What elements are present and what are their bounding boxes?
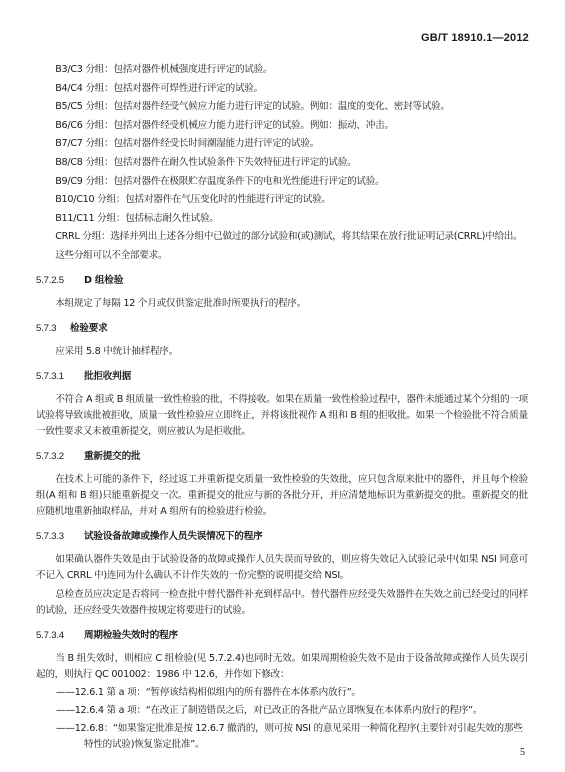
group-b3-c3: B3/C3 分组：包括对器件机械强度进行评定的试验。 (55, 64, 273, 75)
section-title: D 组检验 (84, 274, 124, 286)
section-5-7-3-2-text: 在技术上可能的条件下，经过返工并重新提交质量一致性检验的失效批，应只包含原来批中的器件，并且每个检验组(A 组和 B 组)只能重新提交一次。重新提交的批应与新的各批分开，并应清楚地标识为重新提交的批。重新提交的批应随机地重新抽取样品，并对 A 组所有的检验进行检验。 (36, 473, 528, 517)
group-b8-c8: B8/C8 分组：包括对器件在耐久性试验条件下失效特征进行评定的试验。 (55, 156, 357, 168)
section-5-7-2-5-text: 本组规定了每隔 12 个月或仅供鉴定批准时所要执行的程序。 (55, 297, 307, 309)
group-b7-c7: B7/C7 分组：包括对器件经受长时间潮湿能力进行评定的试验。 (55, 138, 320, 150)
section-heading-5-7-3-2 (36, 449, 528, 465)
section-5-7-3-4-text: 当 B 组失效时，则相应 C 组检验(见 5.7.2.4)也同时无效。如果周期检验失效不是由于设备故障或操作人员失误引起的，则执行 QC 001002：1986 中 12.6，并作如下修改： (36, 652, 528, 680)
crrl-paragraph: CRRL 分组：选择并列出上述各分组中已做过的部分试验和(或)测试，将其结果在放行批证明记录(CRRL)中给出。 (55, 231, 523, 243)
section-number: 5.7.3.4 (36, 629, 64, 641)
page-number: 5 (520, 747, 525, 758)
section-heading-5-7-3 (36, 321, 528, 337)
section-title: 试验设备故障或操作人员失误情况下的程序 (84, 530, 263, 542)
section-number: 5.7.3.2 (36, 450, 64, 462)
section-number: 5.7.3.1 (36, 370, 64, 382)
section-heading-5-7-3-3 (36, 529, 528, 545)
section-title: 重新提交的批 (84, 450, 141, 462)
section-title: 周期检验失效时的程序 (84, 629, 178, 641)
section-heading-5-7-3-1 (36, 369, 528, 385)
group-b6-c6: B6/C6 分组：包括对器件经受机械应力能力进行评定的试验。例如：振动、冲击。 (55, 119, 394, 131)
section-title: 批拒收判据 (84, 370, 131, 382)
modification-item-12-6-4: ——12.6.4 第 a 项：“在改正了制造错误之后，对已改正的各批产品立即恢复在本体系内放行的程序”。 (56, 705, 483, 717)
modification-item-12-6-8: ——12.6.8：“如果鉴定批准是按 12.6.7 撤消的，则可按 NSI 的意见采用一种简化程序(主要针对引起失效的那些特性的试验)恢复鉴定批准”。 (56, 723, 523, 751)
section-5-7-3-text: 应采用 5.8 中统计抽样程序。 (55, 345, 179, 357)
not-all-required-paragraph: 这些分组可以不全部要求。 (55, 249, 168, 261)
section-5-7-3-3-text-2: 总检查员应决定是否将同一检查批中替代器件补充到样品中。替代器件应经受失效器件在失效之前已经受过的同样的试验，还应经受失效器件按规定将要进行的试验。 (36, 588, 528, 616)
section-number: 5.7.2.5 (36, 274, 64, 286)
section-number: 5.7.3.3 (36, 530, 64, 542)
section-5-7-3-3-text-1: 如果确认器件失效是由于试验设备的故障或操作人员失误而导致的，则应将失效记入试验记录中(如果 NSI 同意可不记入 CRRL 中)连同为什么确认不计作失效的一份完整的说明提交给 NSI。 (36, 553, 528, 581)
section-number: 5.7.3 (36, 322, 57, 334)
group-b5-c5: B5/C5 分组：包括对器件经受气候应力能力进行评定的试验。例如：温度的变化、密封等试验。 (55, 101, 450, 113)
standard-code: GB/T 18910.1—2012 (421, 32, 529, 44)
modification-item-12-6-1: ——12.6.1 第 a 项：“暂停该结构相似组内的所有器件在本体系内放行”。 (56, 687, 361, 699)
document-body (36, 62, 528, 755)
section-title: 检验要求 (70, 322, 108, 334)
group-b9-c9: B9/C9 分组：包括对器件在极限贮存温度条件下的电和光性能进行评定的试验。 (55, 175, 385, 187)
section-heading-5-7-2-5 (36, 273, 528, 289)
group-b10-c10: B10/C10 分组：包括对器件在气压变化时的性能进行评定的试验。 (55, 194, 331, 206)
section-5-7-3-1-text: 不符合 A 组或 B 组质量一致性检验的批，不得接收。如果在质量一致性检验过程中，器件未能通过某个分组的一项试验将导致该批被拒收，质量一致性检验应立即终止，并将该批视作 A 组和 B 组的拒收批。如果一个检验批不符合质量一致性要求又未被重新提交，则应被认为是拒收批。 (36, 393, 528, 437)
section-heading-5-7-3-4 (36, 628, 528, 644)
group-b11-c11: B11/C11 分组：包括标志耐久性试验。 (55, 212, 219, 224)
group-b4-c4: B4/C4 分组：包括对器件可焊性进行评定的试验。 (55, 82, 263, 94)
